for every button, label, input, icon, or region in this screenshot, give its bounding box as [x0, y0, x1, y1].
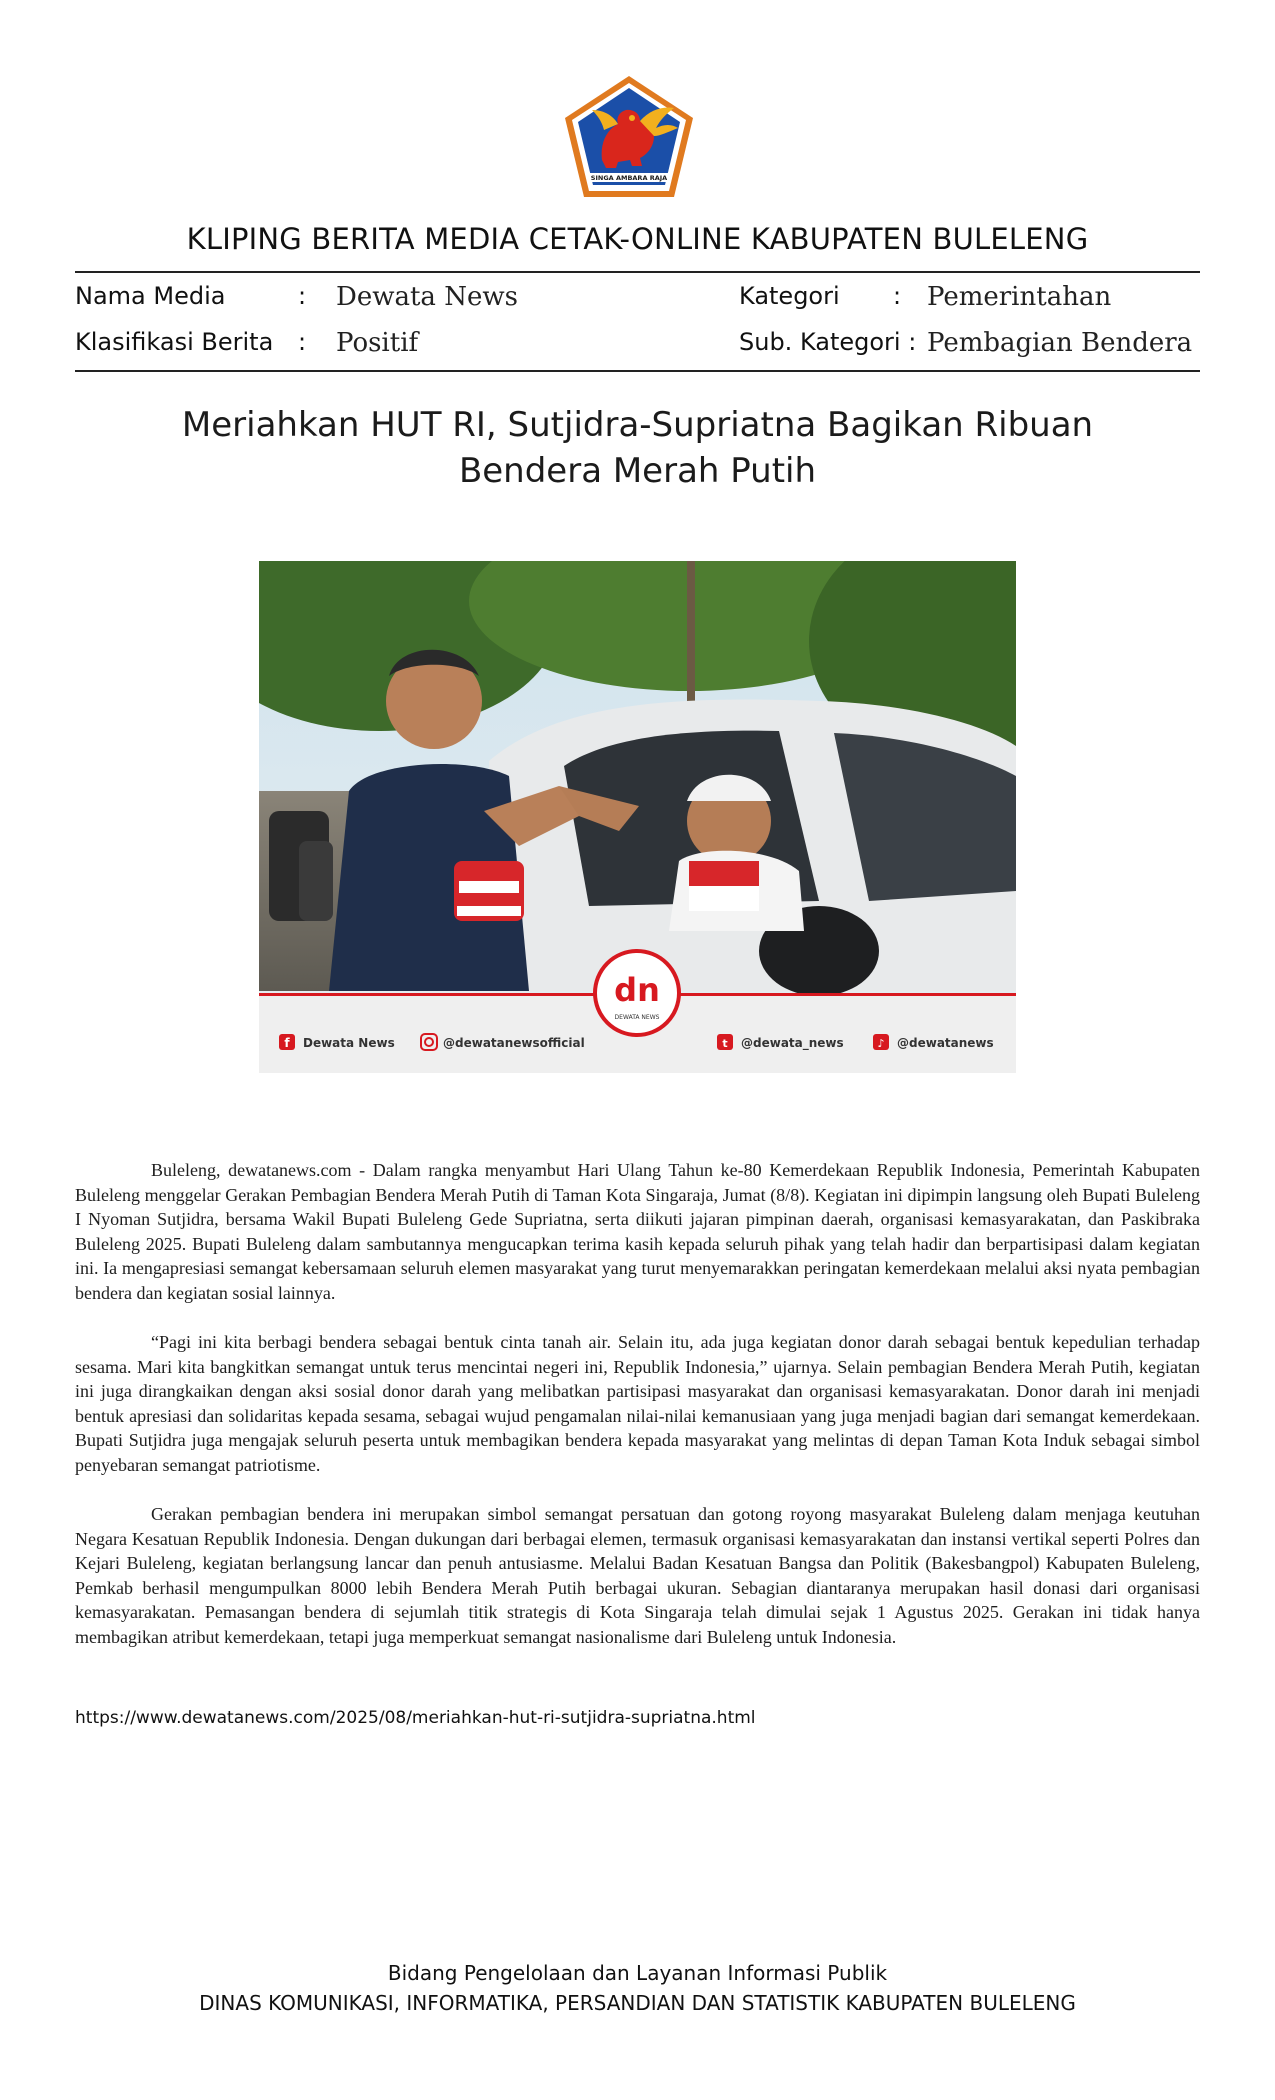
svg-text:f: f: [284, 1036, 290, 1050]
article-photo: [259, 561, 1016, 1073]
dewata-news-watermark: dn: [614, 971, 660, 1009]
source-url: https://www.dewatanews.com/2025/08/meriahkan-hut-ri-sutjidra-supriatna.html: [75, 1708, 756, 1728]
twitter-handle: @dewata_news: [741, 1036, 844, 1050]
article-paragraph: “Pagi ini kita berbagi bendera sebagai bentuk cinta tanah air. Selain itu, ada juga kegiatan donor darah sebagai bentuk kepedulian terhadap sesama. Mari kita bangkitkan semangat untuk terus mencintai negeri ini, Republik Indonesia,” ujarnya. Selain pembagian Bendera Merah Putih, kegiatan ini juga dirangkaikan dengan aksi sosial donor darah yang melibatkan partisipasi masyarakat dan organisasi kemasyarakatan. Donor darah ini menjadi bentuk apresiasi dan solidaritas kepada sesama, sebagai wujud pengamalan nilai-nilai kemanusiaan yang juga menjadi bagian dari semangat kemerdekaan. Bupati Sutjidra juga mengajak seluruh peserta untuk membagikan bendera kepada masyarakat yang melintas di depan Taman Kota Induk sebagai simbol penyebaran semangat patriotisme.: [75, 1332, 1200, 1475]
emblem-motto: SINGA AMBARA RAJA: [590, 174, 668, 182]
headline-line-2: Bendera Merah Putih: [458, 451, 817, 491]
dewata-news-watermark-sub: DEWATA NEWS: [614, 1014, 660, 1021]
article-headline: [150, 402, 1125, 494]
kategori-label: Kategori: [739, 282, 840, 310]
sub-kategori-label: Sub. Kategori :: [739, 328, 917, 356]
sub-kategori-value: Pembagian Bendera: [927, 328, 1193, 358]
kategori-colon: :: [893, 282, 902, 310]
klasifikasi-berita-value: Positif: [336, 328, 419, 358]
footer-agency: DINAS KOMUNIKASI, INFORMATIKA, PERSANDIAN DAN STATISTIK KABUPATEN BULELENG: [199, 1991, 1076, 2015]
nama-media-colon: :: [298, 282, 307, 310]
svg-text:♪: ♪: [877, 1037, 885, 1050]
footer-division: Bidang Pengelolaan dan Layanan Informasi Publik: [387, 1961, 888, 1985]
klasifikasi-berita-label: Klasifikasi Berita: [75, 328, 274, 356]
article-paragraph: Buleleng, dewatanews.com - Dalam rangka menyambut Hari Ulang Tahun ke-80 Kemerdekaan Republik Indonesia, Pemerintah Kabupaten Buleleng menggelar Gerakan Pembagian Bendera Merah Putih di Taman Kota Singaraja, Jumat (8/8). Kegiatan ini dipimpin langsung oleh Bupati Buleleng I Nyoman Sutjidra, bersama Wakil Bupati Buleleng Gede Supriatna, serta diikuti jajaran pimpinan daerah, organisasi kemasyarakatan, dan Paskibraka Buleleng 2025. Bupati Buleleng dalam sambutannya mengucapkan terima kasih kepada seluruh pihak yang telah hadir dan berpartisipasi dalam kegiatan ini. Ia mengapresiasi semangat kebersamaan seluruh elemen masyarakat yang turut menyemarakkan peringatan kemerdekaan melalui aksi nyata pembagian bendera dan kegiatan sosial lainnya.: [75, 1160, 1200, 1303]
document-title: KLIPING BERITA MEDIA CETAK-ONLINE KABUPATEN BULELENG: [186, 222, 1089, 256]
facebook-handle: Dewata News: [303, 1036, 395, 1050]
kategori-value: Pemerintahan: [927, 282, 1112, 312]
svg-text:t: t: [722, 1037, 728, 1050]
headline-line-1: Meriahkan HUT RI, Sutjidra-Supriatna Bagikan Ribuan: [181, 405, 1094, 445]
header-divider-bottom: [75, 370, 1200, 372]
buleleng-emblem-logo: [562, 74, 696, 200]
klasifikasi-berita-colon: :: [298, 328, 307, 356]
instagram-handle: @dewatanewsofficial: [443, 1036, 585, 1050]
tiktok-handle: @dewatanews: [897, 1036, 994, 1050]
article-body: [75, 1158, 1200, 1674]
article-paragraph: Gerakan pembagian bendera ini merupakan simbol semangat persatuan dan gotong royong masyarakat Buleleng dalam menjaga keutuhan Negara Kesatuan Republik Indonesia. Dengan dukungan dari berbagai elemen, termasuk organisasi kemasyarakatan dan instansi vertikal seperti Polres dan Kejari Buleleng, kegiatan berlangsung lancar dan penuh antusiasme. Melalui Badan Kesatuan Bangsa dan Politik (Bakesbangpol) Kabupaten Buleleng, Pemkab berhasil mengumpulkan 8000 lebih Bendera Merah Putih berbagai ukuran. Sebagian diantaranya merupakan hasil donasi dari organisasi kemasyarakatan. Pemasangan bendera di sejumlah titik strategis di Kota Singaraja telah dimulai sejak 1 Agustus 2025. Gerakan ini tidak hanya membagikan atribut kemerdekaan, tetapi juga memperkuat semangat nasionalisme dari Buleleng untuk Indonesia.: [75, 1504, 1200, 1647]
nama-media-label: Nama Media: [75, 282, 226, 310]
nama-media-value: Dewata News: [336, 282, 518, 312]
header-divider-top: [75, 271, 1200, 273]
